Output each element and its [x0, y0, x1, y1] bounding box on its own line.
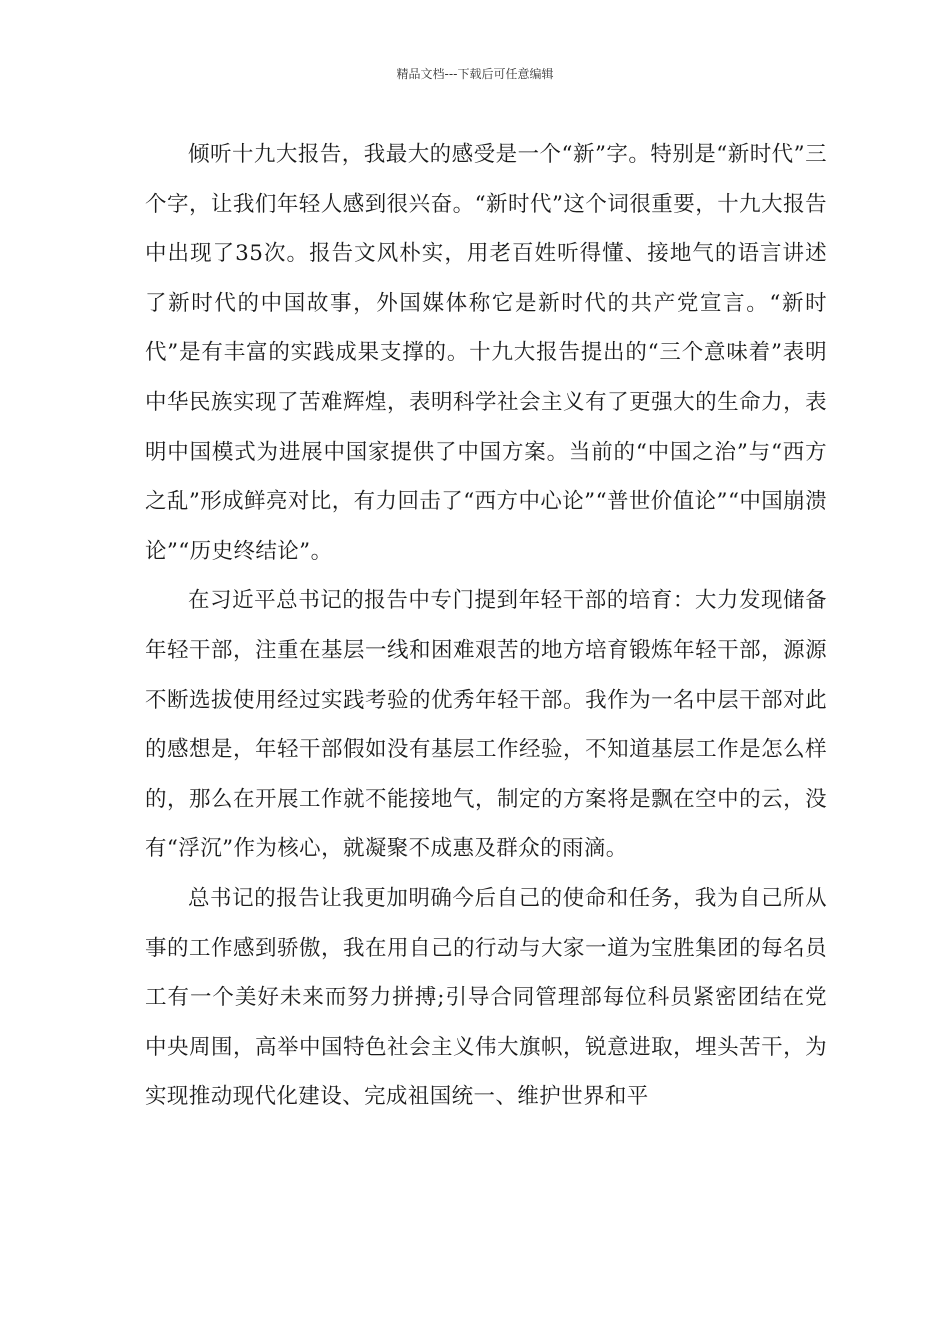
- document-body: [145, 130, 827, 1122]
- paragraph-1: 倾听十九大报告，我最大的感受是一个“新”字。特别是“新时代”三个字，让我们年轻人感到很兴奋。“新时代”这个词很重要，十九大报告中出现了35次。报告文风朴实，用老百姓听得懂、接地气的语言讲述了新时代的中国故事，外国媒体称它是新时代的共产党宣言。“新时代”是有丰富的实践成果支撑的。十九大报告提出的“三个意味着”表明中华民族实现了苦难辉煌，表明科学社会主义有了更强大的生命力，表明中国模式为进展中国家提供了中国方案。当前的“中国之治”与“西方之乱”形成鲜亮对比，有力回击了“西方中心论”“普世价值论”“中国崩溃论”“历史终结论”。: [145, 142, 827, 564]
- paragraph-3: 总书记的报告让我更加明确今后自己的使命和任务，我为自己所从事的工作感到骄傲，我在用自己的行动与大家一道为宝胜集团的每名员工有一个美好未来而努力拼搏;引导合同管理部每位科员紧密团结在党中央周围，高举中国特色社会主义伟大旗帜，锐意进取，埋头苦干，为实现推动现代化建设、完成祖国统一、维护世界和平: [145, 885, 827, 1110]
- page-header: 精品文档---下载后可任意编辑: [396, 67, 554, 81]
- paragraph-2: 在习近平总书记的报告中专门提到年轻干部的培育：大力发现储备年轻干部，注重在基层一线和困难艰苦的地方培育锻炼年轻干部，源源不断选拔使用经过实践考验的优秀年轻干部。我作为一名中层干部对此的感想是，年轻干部假如没有基层工作经验，不知道基层工作是怎么样的，那么在开展工作就不能接地气，制定的方案将是飘在空中的云，没有“浮沉”作为核心，就凝聚不成惠及群众的雨滴。: [145, 588, 827, 862]
